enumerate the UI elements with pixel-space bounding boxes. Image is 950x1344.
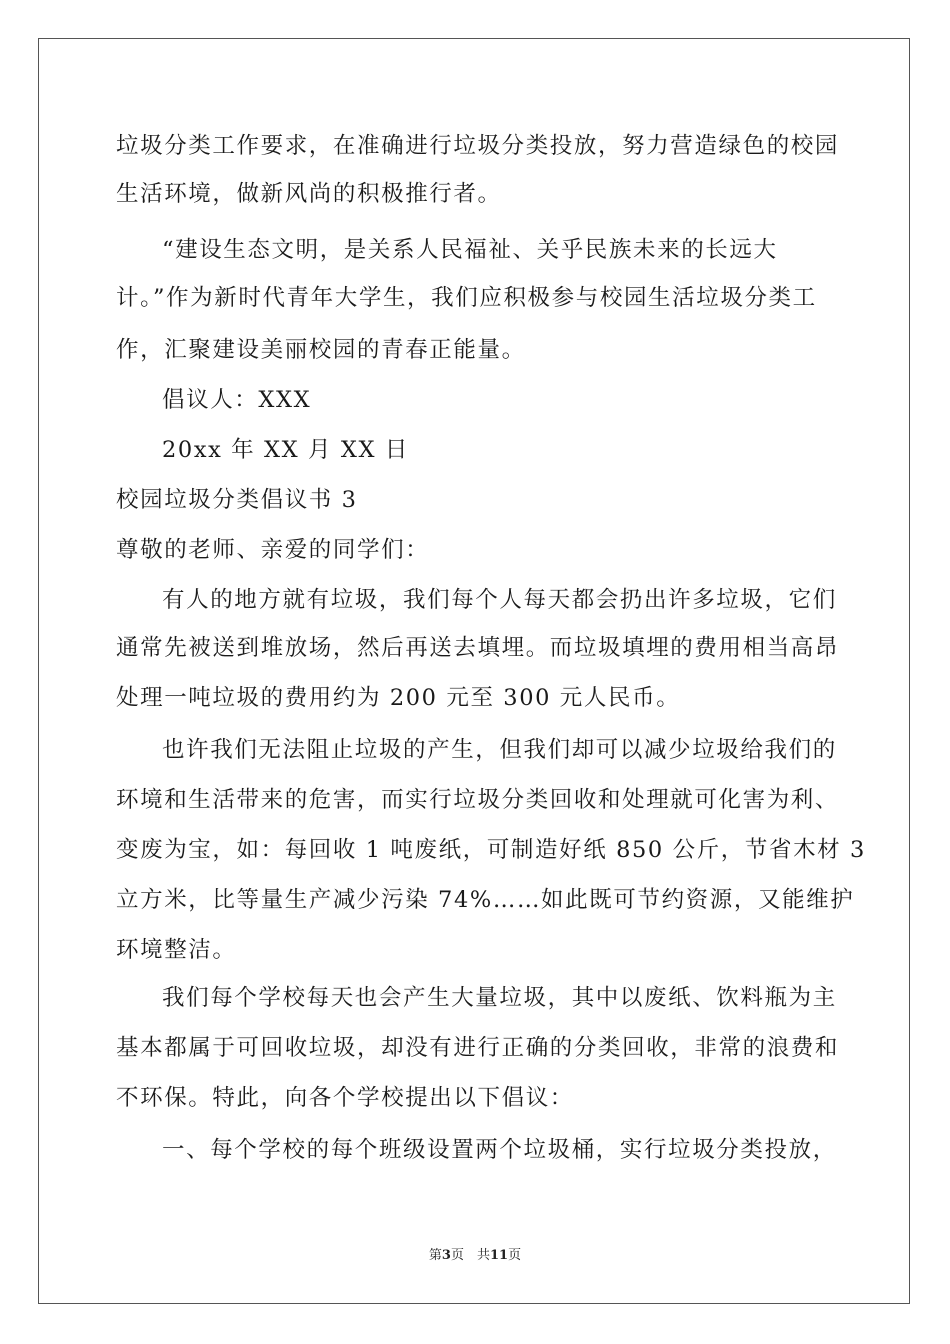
text-line: 通常先被送到堆放场，然后再送去填埋。而垃圾填埋的费用相当高昂: [116, 635, 840, 661]
quote-paragraph-line: “建设生态文明，是关系人民福祉、关乎民族未来的长远大: [162, 237, 778, 263]
text-line: 我们每个学校每天也会产生大量垃圾，其中以废纸、饮料瓶为主: [162, 985, 837, 1011]
page-mid: 页 共: [450, 1248, 490, 1263]
date-line: 20xx 年 XX 月 XX 日: [162, 437, 409, 463]
text-line: 变废为宝，如：每回收 1 吨废纸，可制造好纸 850 公斤，节省木材 3: [116, 837, 866, 863]
text-line: 基本都属于可回收垃圾，却没有进行正确的分类回收，非常的浪费和: [116, 1035, 840, 1061]
text-line: 一、每个学校的每个班级设置两个垃圾桶，实行垃圾分类投放，: [162, 1137, 837, 1163]
page-total: 11: [489, 1248, 509, 1263]
text-line: 也许我们无法阻止垃圾的产生，但我们却可以减少垃圾给我们的: [162, 737, 837, 763]
text-line: 环境整洁。: [116, 937, 237, 963]
text-line: 处理一吨垃圾的费用约为 200 元至 300 元人民币。: [116, 685, 681, 711]
initiator-line: 倡议人：XXX: [162, 387, 312, 413]
text-line: 计。”作为新时代青年大学生，我们应积极参与校园生活垃圾分类工: [116, 285, 817, 311]
salutation: 尊敬的老师、亲爱的同学们：: [116, 537, 430, 563]
section-title: 校园垃圾分类倡议书 3: [116, 487, 358, 513]
text-line: 环境和生活带来的危害，而实行垃圾分类回收和处理就可化害为利、: [116, 787, 840, 813]
text-line: 作，汇聚建设美丽校园的青春正能量。: [116, 337, 526, 363]
text-line: 有人的地方就有垃圾，我们每个人每天都会扔出许多垃圾，它们: [162, 587, 837, 613]
page-prefix: 第: [428, 1248, 442, 1263]
page-current: 3: [441, 1248, 451, 1263]
text-line: 垃圾分类工作要求，在准确进行垃圾分类投放，努力营造绿色的校园: [116, 133, 840, 159]
text-line: 立方米，比等量生产减少污染 74%……如此既可节约资源，又能维护: [116, 887, 855, 913]
page-suffix: 页: [508, 1248, 522, 1263]
text-line: 不环保。特此，向各个学校提出以下倡议：: [116, 1085, 574, 1111]
page-footer: [0, 1244, 950, 1263]
text-line: 生活环境，做新风尚的积极推行者。: [116, 181, 502, 207]
